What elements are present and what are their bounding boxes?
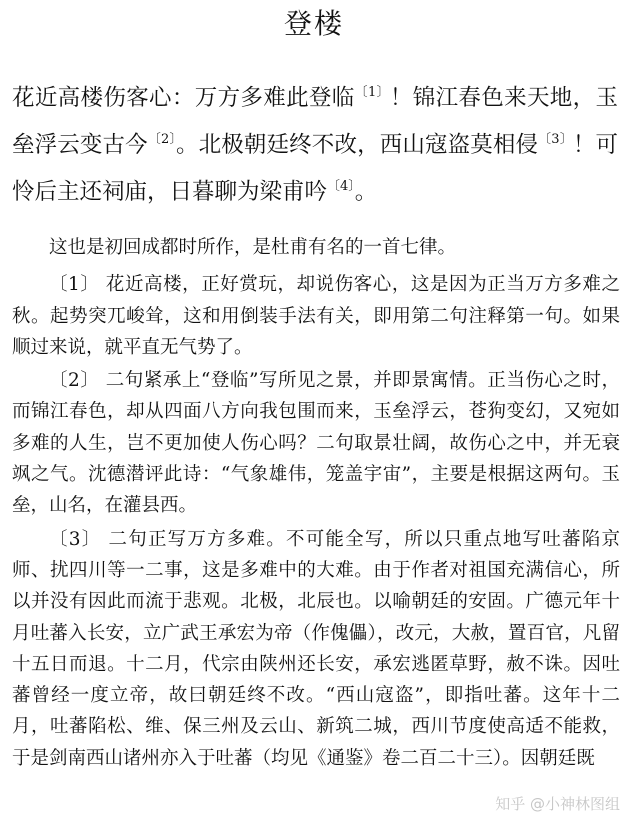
footnote-marker: 〔4〕 (327, 179, 355, 194)
footnote-marker: 〔2〕 (147, 132, 176, 147)
note-paragraph-1: 〔1〕 花近高楼，正好赏玩，却说伤客心，这是因为正当万方多难之秋。起势突兀峻耸，这和用倒装手法有关，即用第二句注释第一句。如果顺过来说，就平直无气势了。 (12, 274, 620, 358)
poem-title: 登楼 (283, 7, 344, 40)
poem-text (12, 72, 618, 213)
poem-line: ！锦江春色来天地，玉垒浮云变古今 (12, 85, 618, 158)
poem-line: 。 (354, 179, 378, 205)
intro-paragraph: 这也是初回成都时所作，是杜甫有名的一首七律。 (49, 237, 457, 258)
note-paragraph-2: 〔2〕 二句紧承上“登临”写所见之景，并即景寓情。正当伤心之时，而锦江春色，却从四面八方向我包围而来，玉垒浮云，苍狗变幻，又宛如多难的人生，岂不更加使人伤心吗？二句取景壮阔，故伤心之中，并无衰飒之气。沈德潜评此诗：“气象雄伟，笼盖宇宙”，主要是根据这两句。玉垒，山名，在灌县西。 (12, 370, 620, 517)
footnote-marker: 〔1〕 (354, 85, 390, 100)
poem-line: ！可怜后主还祠庙，日暮聊为梁甫吟 (12, 132, 618, 205)
poem-line: 花近高楼伤客心：万方多难此登临 (12, 85, 355, 111)
note-paragraph-3: 〔3〕 二句正写万方多难。不可能全写，所以只重点地写吐蕃陷京师、扰四川等一二事，这是多难中的大难。由于作者对祖国充满信心，所以并没有因此而流于悲观。北极，北辰也。以喻朝廷的安固。广德元年十月吐蕃入长安，立广武王承宏为帝（作傀儡），改元，大赦，置百官，凡留十五日而退。十二月，代宗由陕州还长安，承宏逃匿草野，赦不诛。因吐蕃曾经一度立帝，故曰朝廷终不改。“西山寇盗”，即指吐蕃。这年十二月，吐蕃陷松、维、保三州及云山、新筑二城，西川节度使高适不能救，于是剑南西山诸州亦入于吐蕃（均见《通鉴》卷二百二十三）。因朝廷既 (12, 528, 620, 769)
watermark: 知乎 @小神林图组 (495, 795, 620, 813)
footnote-marker: 〔3〕 (538, 132, 573, 147)
poem-line: 。北极朝廷终不改，西山寇盗莫相侵 (176, 132, 539, 158)
commentary (12, 232, 620, 776)
